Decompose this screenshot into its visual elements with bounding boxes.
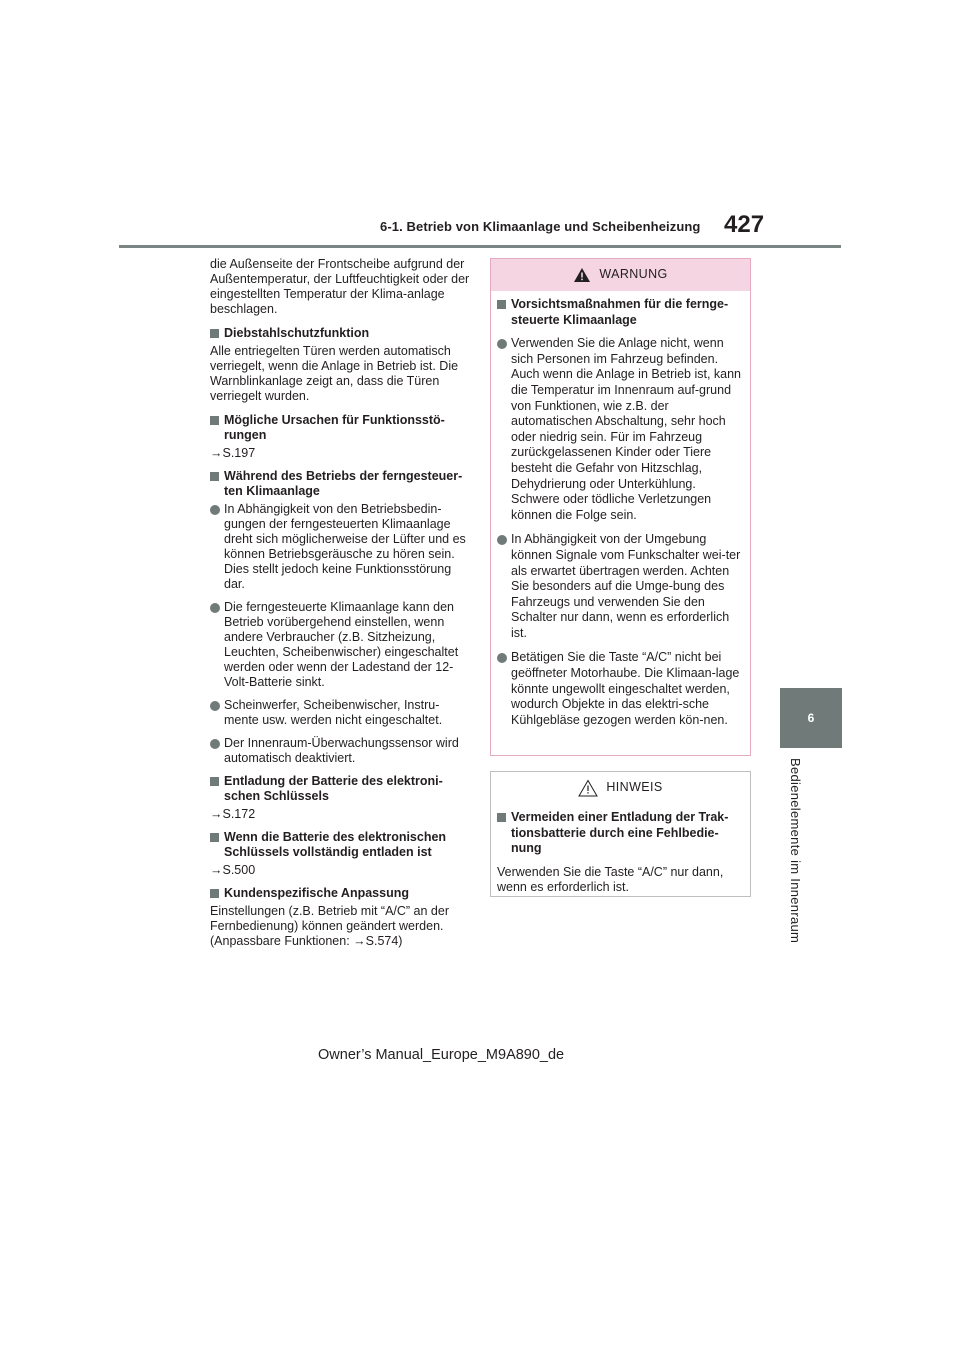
page-reference: →S.172	[210, 807, 256, 821]
heading-text: Mögliche Ursachen für Funktionsstö-rungen	[224, 413, 445, 442]
page-reference: →S.197	[210, 446, 256, 460]
square-bullet-icon	[210, 416, 219, 425]
square-bullet-icon	[210, 329, 219, 338]
list-item-text: Scheinwerfer, Scheibenwischer, Instru-mente usw. werden nicht eingeschaltet.	[224, 698, 443, 727]
square-bullet-icon	[497, 300, 506, 309]
round-bullet-icon	[497, 535, 507, 545]
list-item-text: In Abhängigkeit von den Betriebsbedin-gungen der ferngesteuerten Klimaanlage dreht sich möglicherweise der Lüfter und es können Betriebsgeräusche zu hören sein.	[224, 502, 466, 561]
hint-header	[491, 772, 750, 804]
round-bullet-icon	[210, 701, 220, 711]
round-bullet-icon	[497, 339, 507, 349]
list-item-text: Dies stellt jedoch keine Funktionsstörung dar.	[224, 562, 452, 591]
paragraph: Einstellungen (z.B. Betrieb mit “A/C” an der Fernbedienung) können geändert werden. (Anpassbare Funktionen: →S.574)	[210, 904, 449, 948]
manual-footer: Owner’s Manual_Europe_M9A890_de	[318, 1047, 565, 1063]
square-bullet-icon	[497, 813, 506, 822]
hint-title: HINWEIS	[606, 780, 663, 795]
warning-heading	[497, 297, 744, 328]
heading-text: Während des Betriebs der ferngesteuer-ten Klimaanlage	[224, 469, 463, 498]
chapter-number: 6	[807, 711, 815, 725]
warning-triangle-icon	[573, 267, 591, 283]
section-heading	[210, 830, 472, 860]
square-bullet-icon	[210, 889, 219, 898]
hint-box	[490, 771, 751, 897]
hint-text: Verwenden Sie die Taste “A/C” nur dann, wenn es erforderlich ist.	[497, 864, 724, 895]
square-bullet-icon	[210, 777, 219, 786]
round-bullet-icon	[210, 603, 220, 613]
heading-text: Entladung der Batterie des elektroni-schen Schlüssels	[224, 774, 443, 803]
section-heading	[210, 886, 472, 901]
left-column	[210, 257, 472, 958]
chapter-title: Bedienelemente im Innenraum	[788, 758, 803, 944]
hint-heading	[497, 810, 744, 857]
list-item-text: Betätigen Sie die Taste “A/C” nicht bei geöffneter Motorhaube. Die Klimaan-lage könnte ungewollt eingeschaltet werden, wodurch Objekte in das elektri-sche Kühlgebläse gezogen werden kön-nen.	[511, 650, 740, 727]
list-item	[497, 532, 744, 641]
round-bullet-icon	[497, 653, 507, 663]
list-item	[497, 336, 744, 523]
chapter-tab	[780, 688, 842, 748]
list-item	[210, 600, 472, 690]
warning-title: WARNUNG	[599, 267, 668, 282]
section-heading	[210, 413, 472, 443]
section-title: 6-1. Betrieb von Klimaanlage und Scheibenheizung	[380, 219, 701, 234]
square-bullet-icon	[210, 472, 219, 481]
list-item	[497, 650, 744, 728]
heading-text: Vorsichtsmaßnahmen für die fernge-steuerte Klimaanlage	[511, 297, 729, 327]
list-item-text: Der Innenraum-Überwachungssensor wird automatisch deaktiviert.	[224, 736, 459, 765]
paragraph: Alle entriegelten Türen werden automatisch verriegelt, wenn die Anlage in Betrieb ist. Die Warnblinkanlage zeigt an, dass die Türen verriegelt wurden.	[210, 344, 459, 403]
heading-text: Kundenspezifische Anpassung	[224, 886, 409, 900]
heading-text: Diebstahlschutzfunktion	[224, 326, 370, 340]
list-item-text: In Abhängigkeit von der Umgebung können Signale vom Funkschalter wei-ter als erwartet übertragen werden. Achten Sie besonders auf die Umge-bung des Fahrzeugs und verwenden Sie den Schalter nur dann, wenn es erforderlich ist.	[511, 532, 741, 640]
list-item	[210, 502, 472, 592]
section-heading	[210, 326, 472, 341]
list-item-text: Die ferngesteuerte Klimaanlage kann den Betrieb vorübergehend einstellen, wenn andere Verbraucher (z.B. Sitzheizung, Leuchten, Scheibenwischer) eingeschaltet werden oder wenn der Ladestand der 12-Volt-Batterie sinkt.	[224, 600, 459, 689]
heading-text: Vermeiden einer Entladung der Trak-tionsbatterie durch eine Fehlbedie-nung	[511, 810, 729, 856]
square-bullet-icon	[210, 833, 219, 842]
heading-text: Wenn die Batterie des elektronischen Schlüssels vollständig entladen ist	[224, 830, 447, 859]
intro-paragraph: die Außenseite der Frontscheibe aufgrund der Außentemperatur, der Luftfeuchtigkeit oder der eingestellten Temperatur der Klima-anlage beschlagen.	[210, 257, 470, 316]
warning-header	[491, 259, 750, 291]
section-heading	[210, 774, 472, 804]
page-reference: →S.500	[210, 863, 256, 877]
caution-triangle-icon	[578, 779, 598, 797]
round-bullet-icon	[210, 505, 220, 515]
warning-box	[490, 258, 751, 756]
list-item-text: Verwenden Sie die Anlage nicht, wenn sich Personen im Fahrzeug befinden. Auch wenn die Anlage in Betrieb ist, kann die Temperatur im Innenraum auf-grund von Funktionen, wie z.B. der automatischen Abschaltung, sehr hoch oder niedrig sein. Für im Fahrzeug zurückgelassenen Kinder oder Tiere besteht die Gefahr von Hitzschlag, Dehydrierung oder Unterkühlung. Schwere oder tödliche Verletzungen können die Folge sein.	[511, 336, 742, 522]
round-bullet-icon	[210, 739, 220, 749]
list-item	[210, 736, 472, 766]
header-divider	[119, 245, 841, 248]
page-number: 427	[724, 211, 765, 238]
list-item	[210, 698, 472, 728]
section-heading	[210, 469, 472, 499]
